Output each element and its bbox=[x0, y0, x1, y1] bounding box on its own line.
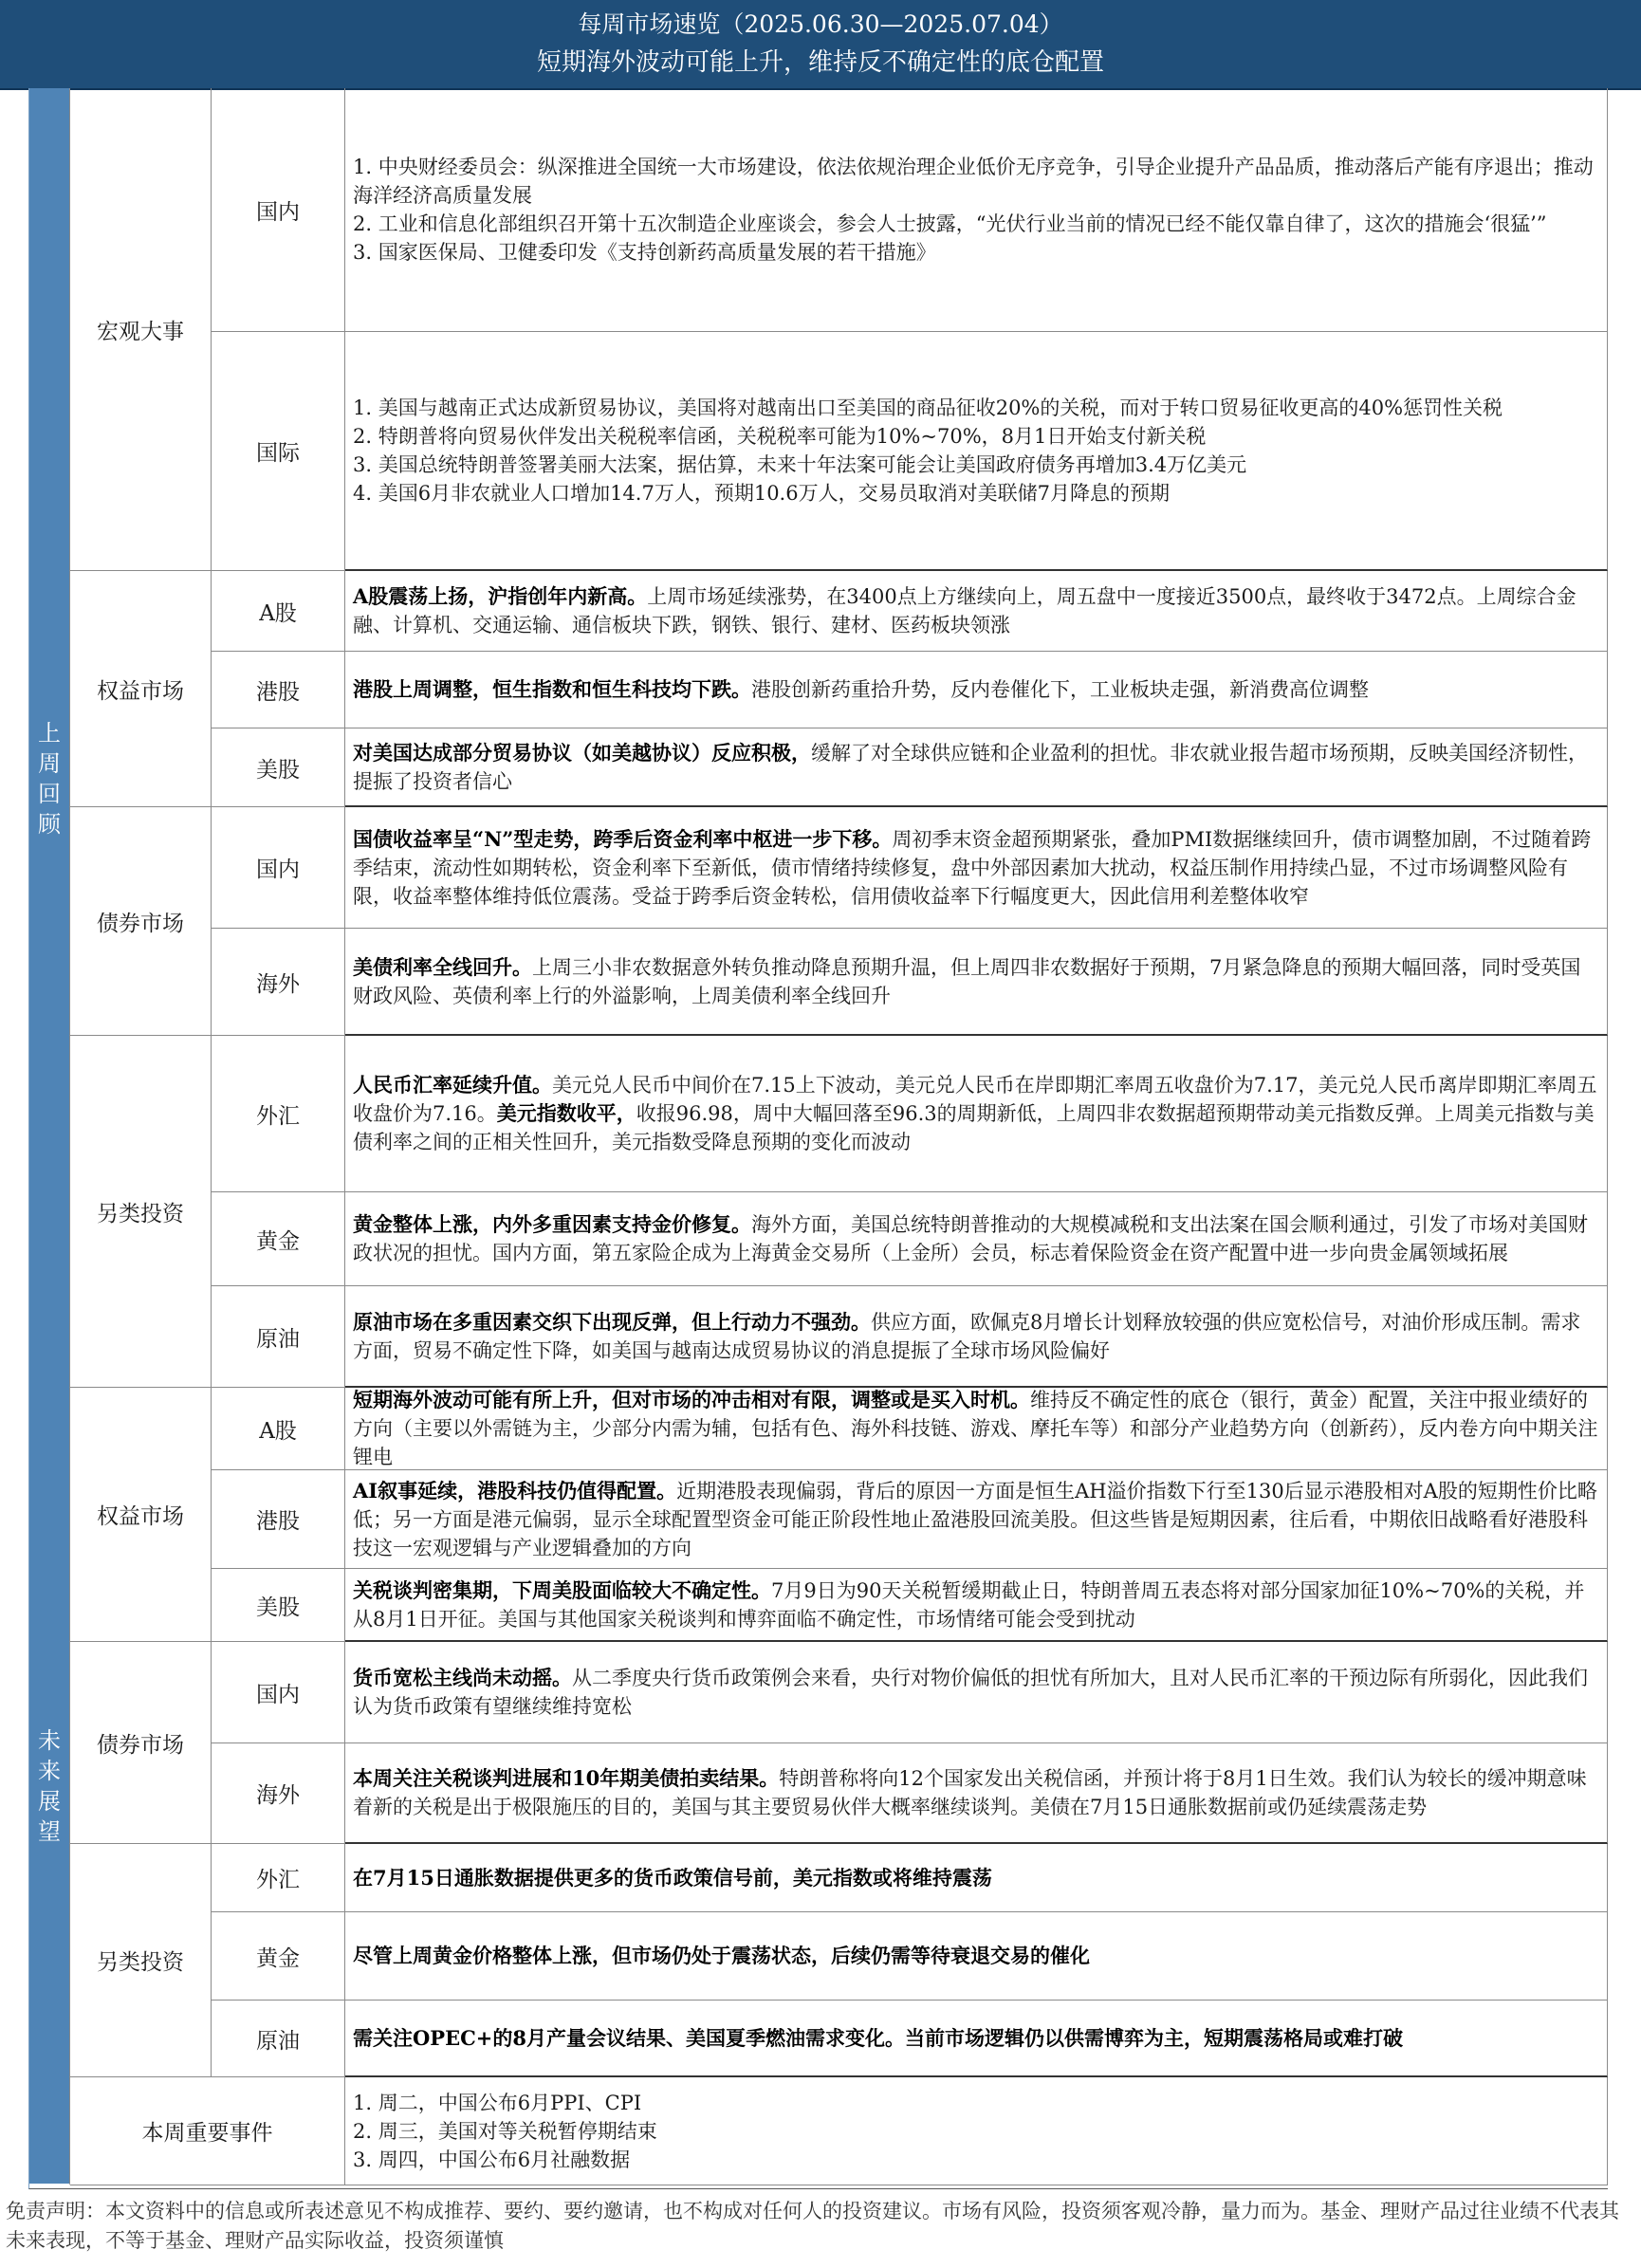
sub-oil-review: 原油 bbox=[212, 1286, 345, 1388]
bond-overseas-outlook-content bbox=[345, 1743, 1608, 1844]
body-text: 从二季度央行货币政策例会来看，央行对物价偏低的担忧有所加大，且对人民币汇率的干预边际有所弱化，因此我们认为货币政策有望继续维持宽松 bbox=[353, 1667, 1588, 1718]
hk-review-content bbox=[345, 652, 1608, 728]
sub-a-share-review: A股 bbox=[212, 571, 345, 652]
headline: 原油市场在多重因素交织下出现反弹，但上行动力不强劲。 bbox=[353, 1309, 871, 1334]
sub-bond-overseas-outlook: 海外 bbox=[212, 1743, 345, 1844]
oil-outlook-content bbox=[345, 2001, 1608, 2077]
sub-bond-domestic-outlook: 国内 bbox=[212, 1642, 345, 1743]
headline: 需关注OPEC+的8月产量会议结果、美国夏季燃油需求变化。当前市场逻辑仍以供需博弈为主，短期震荡格局或难打破 bbox=[353, 2025, 1404, 2050]
headline: 人民币汇率延续升值。 bbox=[353, 1073, 552, 1097]
report-header bbox=[0, 0, 1641, 90]
us-review-content bbox=[345, 728, 1608, 807]
events-content bbox=[345, 2077, 1608, 2185]
headline: A股震荡上扬，沪指创年内新高。 bbox=[353, 584, 648, 608]
headline: 美债利率全线回升。 bbox=[353, 954, 532, 979]
oil-review-content bbox=[345, 1286, 1608, 1388]
gold-review-content bbox=[345, 1192, 1608, 1286]
sub-hk-review: 港股 bbox=[212, 652, 345, 728]
headline: 黄金整体上涨，内外多重因素支持金价修复。 bbox=[353, 1212, 751, 1236]
body-text: 周初季末资金超预期紧张，叠加PMI数据继续回升，债市调整加剧，不过随着跨季结束，流动性如期转松，资金利率下至新低，债市情绪持续修复，盘中外部因素加大扰动，权益压制作用持续凸显，不过市场调整风险有限，收益率整体维持低位震荡。受益于跨季后资金转松，信用债收益率下行幅度更大，因此信用利差整体收窄 bbox=[353, 827, 1592, 908]
headline: 货币宽松主线尚未动摇。 bbox=[353, 1666, 572, 1689]
bond-domestic-review-content bbox=[345, 807, 1608, 929]
sub-bond-domestic-review: 国内 bbox=[212, 807, 345, 929]
disclaimer: 免责声明：本文资料中的信息或所表述意见不构成推荐、要约、要约邀请，也不构成对任何人的投资建议。市场有风险，投资须客观冷静，量力而为。基金、理财产品过往业绩不代表其未来表现，不等于基金、理财产品实际收益，投资须谨慎 bbox=[6, 2200, 1619, 2252]
headline: 短期海外波动可能有所上升，但对市场的冲击相对有限，调整或是买入时机。 bbox=[353, 1388, 1030, 1411]
body-text: 近期港股表现偏弱，背后的原因一方面是恒生AH溢价指数下行至130后显示港股相对A股的短期性价比略低；另一方面是港元偏弱，显示全球配置型资金可能正阶段性地止盈港股回流美股。但这些皆是短期因素，往后看，中期依旧战略看好港股科技这一宏观逻辑与产业逻辑叠加的方向 bbox=[353, 1479, 1597, 1559]
macro-domestic-content bbox=[345, 88, 1608, 332]
a-share-review-content bbox=[345, 571, 1608, 652]
report-title: 每周市场速览（2025.06.30—2025.07.04） bbox=[578, 10, 1063, 38]
category-equity-review: 权益市场 bbox=[70, 571, 212, 807]
list-item: 3. 国家医保局、卫健委印发《支持创新药高质量发展的若干措施》 bbox=[353, 241, 936, 264]
list-item: 1. 周二，中国公布6月PPI、CPI bbox=[353, 2091, 642, 2114]
sub-domestic-macro: 国内 bbox=[212, 88, 345, 332]
list-item: 2. 工业和信息化部组织召开第十五次制造企业座谈会，参会人士披露，“光伏行业当前的情况已经不能仅靠自律了，这次的措施会‘很猛’” bbox=[353, 212, 1547, 235]
gold-outlook-content bbox=[345, 1912, 1608, 2001]
headline: 国债收益率呈“N”型走势，跨季后资金利率中枢进一步下移。 bbox=[353, 826, 893, 851]
category-equity-outlook: 权益市场 bbox=[70, 1388, 212, 1642]
sub-us-review: 美股 bbox=[212, 728, 345, 807]
list-item: 2. 特朗普将向贸易伙伴发出关税税率信函，关税税率可能为10%~70%，8月1日开始支付新关税 bbox=[353, 425, 1207, 448]
headline: 在7月15日通胀数据提供更多的货币政策信号前，美元指数或将维持震荡 bbox=[353, 1865, 992, 1890]
sub-fx-review: 外汇 bbox=[212, 1036, 345, 1192]
body-text: 海外方面，美国总统特朗普推动的大规模减税和支出法案在国会顺利通过，引发了市场对美国财政状况的担忧。国内方面，第五家险企成为上海黄金交易所（上金所）会员，标志着保险资金在资产配置中进一步向贵金属领域拓展 bbox=[353, 1213, 1588, 1264]
body-text: 特朗普称将向12个国家发出关税信函，并预计将于8月1日生效。我们认为较长的缓冲期意味着新的关税是出于极限施压的目的，美国与其主要贸易伙伴大概率继续谈判。美债在7月15日通胀数据前或仍延续震荡走势 bbox=[353, 1767, 1587, 1818]
body-text: 港股创新药重拾升势，反内卷催化下，工业板块走强，新消费高位调整 bbox=[751, 678, 1369, 701]
headline: 关税谈判密集期，下周美股面临较大不确定性。 bbox=[353, 1577, 771, 1602]
category-bond-review: 债券市场 bbox=[70, 807, 212, 1036]
category-bond-outlook: 债券市场 bbox=[70, 1642, 212, 1844]
list-item: 1. 美国与越南正式达成新贸易协议，美国将对越南出口至美国的商品征收20%的关税，而对于转口贸易征收更高的40%惩罚性关税 bbox=[353, 396, 1503, 419]
body-text: 上周三小非农数据意外转负推动降息预期升温，但上周四非农数据好于预期，7月紧急降息的预期大幅回落，同时受英国财政风险、英债利率上行的外溢影响，上周美债利率全线回升 bbox=[353, 955, 1581, 1007]
sub-fx-outlook: 外汇 bbox=[212, 1844, 345, 1912]
body-text: 缓解了对全球供应链和企业盈利的担忧。非农就业报告超市场预期，反映美国经济韧性，提振了投资者信心 bbox=[353, 741, 1588, 793]
body-text: 7月9日为90天关税暂缓期截止日，特朗普周五表态将对部分国家加征10%~70%的关税，并从8月1日开征。美国与其他国家关税谈判和博弈面临不确定性，市场情绪可能会受到扰动 bbox=[353, 1578, 1585, 1631]
headline: 对美国达成部分贸易协议（如美越协议）反应积极， bbox=[353, 740, 811, 765]
sub-gold-outlook: 黄金 bbox=[212, 1912, 345, 2001]
report-table bbox=[28, 88, 1608, 2189]
category-events: 本周重要事件 bbox=[70, 2077, 345, 2185]
headline: AI叙事延续，港股科技仍值得配置。 bbox=[353, 1478, 677, 1503]
bond-domestic-outlook-content bbox=[345, 1642, 1608, 1743]
us-outlook-content bbox=[345, 1569, 1608, 1642]
section-outlook-label: 未来展望 bbox=[38, 1726, 61, 1845]
headline: 港股上周调整，恒生指数和恒生科技均下跌。 bbox=[353, 677, 751, 701]
body-text: 收报96.98，周中大幅回落至96.3的周期新低，上周四非农数据超预期带动美元指数反弹。上周美元指数与美债利率之间的正相关性回升，美元指数受降息预期的变化而波动 bbox=[353, 1102, 1595, 1153]
sub-gold-review: 黄金 bbox=[212, 1192, 345, 1286]
section-outlook bbox=[29, 1388, 70, 2185]
headline: 美元指数收平， bbox=[496, 1101, 636, 1125]
sub-bond-overseas-review: 海外 bbox=[212, 929, 345, 1036]
section-review bbox=[29, 88, 70, 1470]
category-alt-review: 另类投资 bbox=[70, 1036, 212, 1388]
headline: 尽管上周黄金价格整体上涨，但市场仍处于震荡状态，后续仍需等待衰退交易的催化 bbox=[353, 1944, 1090, 1967]
list-item: 1. 中央财经委员会：纵深推进全国统一大市场建设，依法依规治理企业低价无序竞争，引导企业提升产品品质，推动落后产能有序退出；推动海洋经济高质量发展 bbox=[353, 156, 1594, 207]
macro-international-content bbox=[345, 332, 1608, 571]
bond-overseas-review-content bbox=[345, 929, 1608, 1036]
list-item: 4. 美国6月非农就业人口增加14.7万人，预期10.6万人，交易员取消对美联储7月降息的预期 bbox=[353, 482, 1170, 505]
a-share-outlook-content bbox=[345, 1388, 1608, 1470]
category-alt-outlook: 另类投资 bbox=[70, 1844, 212, 2077]
sub-hk-outlook: 港股 bbox=[212, 1470, 345, 1569]
list-item: 3. 周四，中国公布6月社融数据 bbox=[353, 2148, 631, 2171]
sub-international-macro: 国际 bbox=[212, 332, 345, 571]
sub-oil-outlook: 原油 bbox=[212, 2001, 345, 2077]
category-macro: 宏观大事 bbox=[70, 88, 212, 571]
report-subtitle: 短期海外波动可能上升，维持反不确定性的底仓配置 bbox=[536, 48, 1104, 77]
list-item: 3. 美国总统特朗普签署美丽大法案，据估算，未来十年法案可能会让美国政府债务再增加3.4万亿美元 bbox=[353, 453, 1247, 476]
body-text: 美元兑人民币中间价在7.15上下波动，美元兑人民币在岸即期汇率周五收盘价为7.17，美元兑人民币离岸即期汇率周五收盘价为7.16。 bbox=[353, 1074, 1597, 1125]
hk-outlook-content bbox=[345, 1470, 1608, 1569]
body-text: 维持反不确定性的底仓（银行，黄金）配置，关注中报业绩好的方向（主要以外需链为主，少部分内需为辅，包括有色、海外科技链、游戏、摩托车等）和部分产业趋势方向（创新药），反内卷方向中期关注锂电 bbox=[353, 1389, 1598, 1468]
fx-outlook-content bbox=[345, 1844, 1608, 1912]
list-item: 2. 周三，美国对等关税暂停期结束 bbox=[353, 2119, 657, 2143]
headline: 本周关注关税谈判进展和10年期美债拍卖结果。 bbox=[353, 1766, 780, 1790]
section-review-label: 上周回顾 bbox=[38, 719, 61, 838]
fx-review-content bbox=[345, 1036, 1608, 1192]
sub-us-outlook: 美股 bbox=[212, 1569, 345, 1642]
sub-a-share-outlook: A股 bbox=[212, 1388, 345, 1470]
body-text: 供应方面，欧佩克8月增长计划释放较强的供应宽松信号，对油价形成压制。需求方面，贸易不确定性下降，如美国与越南达成贸易协议的消息提振了全球市场风险偏好 bbox=[353, 1310, 1581, 1362]
body-text: 上周市场延续涨势，在3400点上方继续向上，周五盘中一度接近3500点，最终收于3472点。上周综合金融、计算机、交通运输、通信板块下跌，钢铁、银行、建材、医药板块领涨 bbox=[353, 585, 1576, 636]
